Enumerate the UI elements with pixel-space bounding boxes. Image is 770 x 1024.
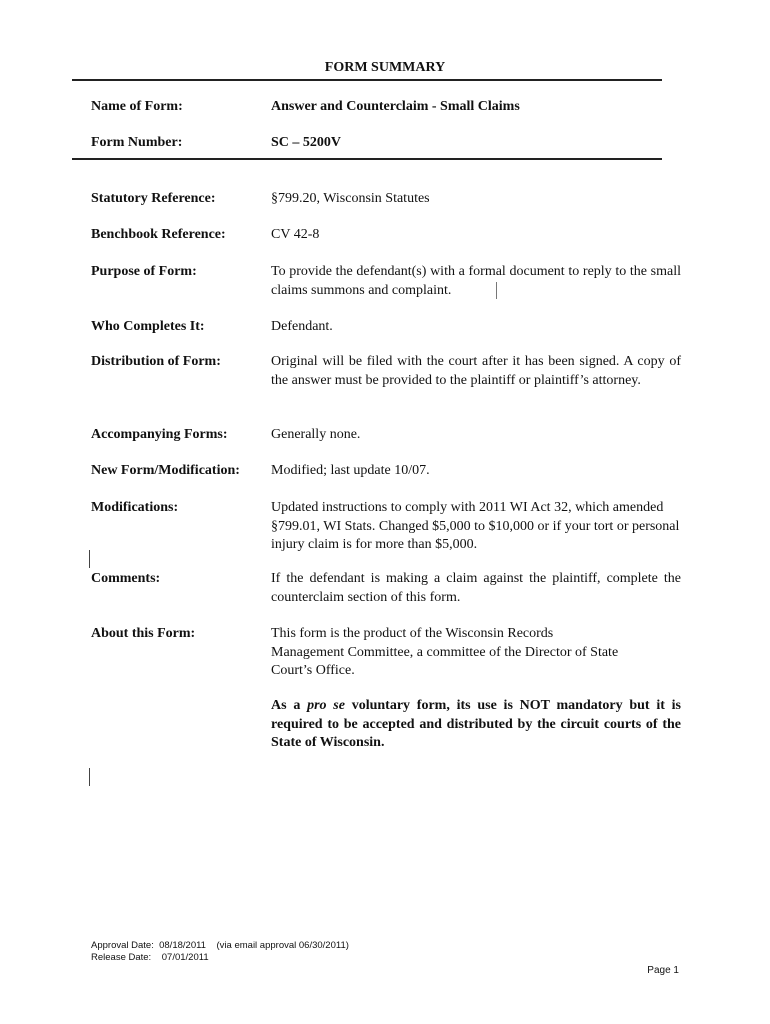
text-cursor [496,282,497,299]
header-divider [72,158,662,160]
benchbook-label: Benchbook Reference: [91,227,226,242]
new-form-label: New Form/Modification: [91,463,240,478]
change-bar-mark-2 [89,768,90,786]
distribution-value: Original will be filed with the court after it has been signed. A copy of the answer must be provided to the plaintiff or plaintiff’s attorney. [271,354,681,388]
about-value: This form is the product of the Wisconsin Records Management Committee, a committee of the Director of State Court’s Office. [271,626,619,678]
comments-label: Comments: [91,571,161,586]
pro-se-notice [271,697,681,753]
comments-value: If the defendant is making a claim against the plaintiff, complete the counterclaim section of this form. [271,571,681,605]
about-label: About this Form: [91,626,196,641]
purpose-label: Purpose of Form: [91,264,197,279]
who-value: Defendant. [271,319,333,334]
modifications-label: Modifications: [91,500,179,515]
benchbook-value: CV 42-8 [271,227,320,242]
accompanying-value: Generally none. [271,427,361,442]
change-bar-mark [89,550,90,568]
statutory-value: §799.20, Wisconsin Statutes [271,191,430,206]
form-name-label: Name of Form: [91,99,183,114]
release-date-text: Release Date: 07/01/2011 [91,952,209,963]
form-number-value: SC – 5200V [271,135,342,150]
purpose-value: To provide the defendant(s) with a formal document to reply to the small claims summons and complaint. [271,264,681,298]
notice-prefix: As a [271,698,308,713]
who-label: Who Completes It: [91,319,205,334]
form-name-value: Answer and Counterclaim - Small Claims [271,99,520,114]
form-number-label: Form Number: [91,135,183,150]
top-divider [72,79,662,81]
distribution-label: Distribution of Form: [91,354,221,369]
release-date [91,952,209,964]
modifications-value: Updated instructions to comply with 2011 WI Act 32, which amended §799.01, WI Stats. Changed $5,000 to $10,000 or if your tort or personal injury claim is for more than $5,000. [271,500,680,552]
accompanying-label: Accompanying Forms: [91,427,228,442]
statutory-label: Statutory Reference: [91,191,216,206]
approval-date-text: Approval Date: 08/18/2011 (via email approval 06/30/2011) [91,940,349,951]
page-title: FORM SUMMARY [324,60,446,75]
page-number: Page 1 [647,965,679,976]
new-form-value: Modified; last update 10/07. [271,463,430,478]
notice-suffix: voluntary form, its use is NOT mandatory but it is required to be accepted and distributed by the circuit courts of the State of Wisconsin. [271,698,681,750]
notice-emphasis: pro se [307,698,345,713]
approval-date [91,940,349,952]
